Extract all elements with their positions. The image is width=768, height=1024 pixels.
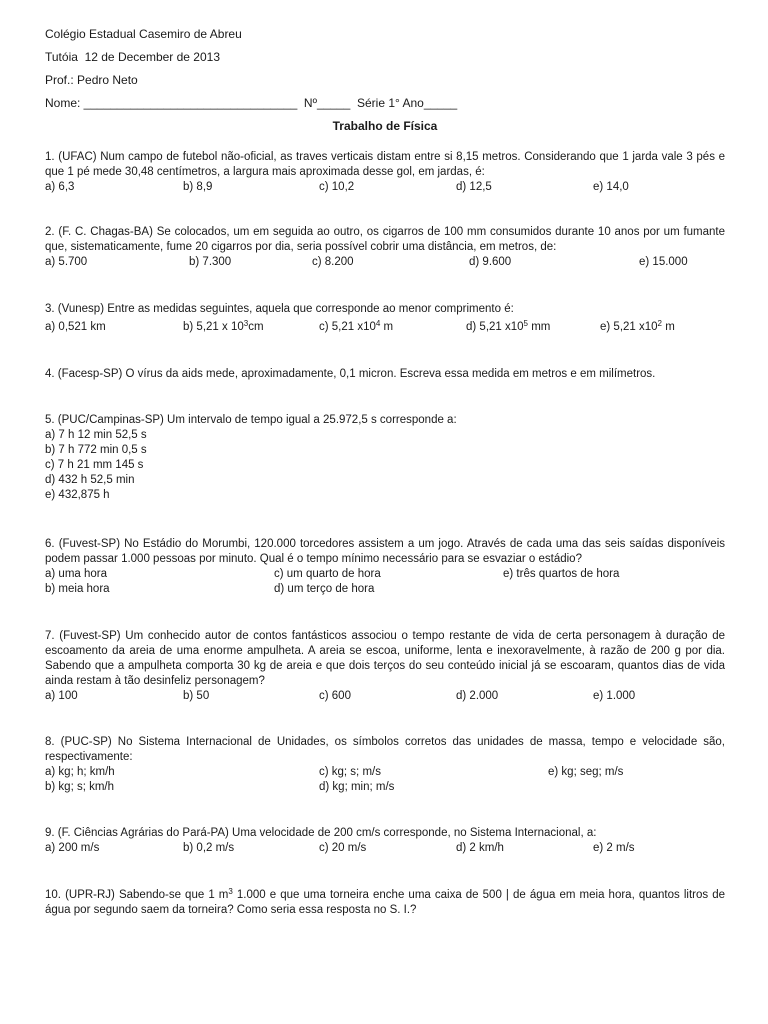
question-2: [45, 225, 725, 270]
q8-option-b: b) kg; s; km/h: [45, 781, 115, 793]
q3-option-c-base: c) 5,21 x10: [319, 321, 376, 333]
q3-option-b: [183, 320, 264, 335]
q1-option-d: d) 12,5: [456, 181, 492, 193]
question-10: [45, 888, 725, 918]
q2-option-a: a) 5.700: [45, 256, 88, 268]
question-8-text: 8. (PUC-SP) No Sistema Internacional de Unidades, os símbolos corretos das unidades de massa, tempo e velocidade são, respectivamente:: [45, 736, 725, 763]
q8-option-a: a) kg; h; km/h: [45, 766, 115, 778]
q10-text-end: 1.000 e que uma torneira enche uma caixa de 500 | de água em meia hora, quantos litros de água por segundo saem da torneira? Como seria essa resposta no S. I.?: [45, 889, 725, 916]
teacher-line: Prof.: Pedro Neto: [45, 73, 138, 87]
q3-option-e-base: e) 5,21 x10: [600, 321, 658, 333]
q6-option-c: c) um quarto de hora: [274, 568, 381, 580]
q5-option-a: a) 7 h 12 min 52,5 s: [45, 429, 147, 441]
q1-option-a: a) 6,3: [45, 181, 75, 193]
q2-option-d: d) 9.600: [469, 256, 512, 268]
q7-option-d: d) 2.000: [456, 690, 499, 702]
question-4-text: 4. (Facesp-SP) O vírus da aids mede, aproximadamente, 0,1 micron. Escreva essa medida em metros e em milímetros.: [45, 368, 656, 380]
question-9-text: 9. (F. Ciências Agrárias do Pará-PA) Uma velocidade de 200 cm/s corresponde, no Sistema Internacional, a:: [45, 827, 597, 839]
q3-option-d-base: d) 5,21 x10: [466, 321, 524, 333]
q7-option-c: c) 600: [319, 690, 351, 702]
q1-option-b: b) 8,9: [183, 181, 213, 193]
q10-text-start: 10. (UPR-RJ) Sabendo-se que 1 m: [45, 889, 229, 901]
q3-option-e-unit: m: [662, 321, 675, 333]
q3-option-a: [45, 320, 106, 335]
q9-option-d: d) 2 km/h: [456, 842, 504, 854]
q9-option-c: c) 20 m/s: [319, 842, 367, 854]
q8-option-e: e) kg; seg; m/s: [548, 766, 624, 778]
school-name: Colégio Estadual Casemiro de Abreu: [45, 27, 242, 41]
q3-option-d-exponent: 5: [523, 319, 528, 328]
q1-option-e: e) 14,0: [593, 181, 629, 193]
q9-option-b: b) 0,2 m/s: [183, 842, 235, 854]
q3-option-b-base: b) 5,21 x 10: [183, 321, 244, 333]
q3-option-b-unit: cm: [248, 321, 264, 333]
student-name-line: Nome: ________________________________ Nº_____ Série 1° Ano_____: [45, 96, 458, 110]
q5-option-c: c) 7 h 21 mm 145 s: [45, 459, 144, 471]
q3-option-e-exponent: 2: [657, 319, 662, 328]
question-2-text: 2. (F. C. Chagas-BA) Se colocados, um em seguida ao outro, os cigarros de 100 mm consumidos durante 10 anos por um fumante que, sistematicamente, fume 20 cigarros por dia, seria possível cobrir uma distância, em metros, de:: [45, 226, 725, 253]
q5-option-d: d) 432 h 52,5 min: [45, 474, 135, 486]
q3-option-c: [319, 320, 393, 335]
question-10-text: [45, 888, 725, 918]
question-5: [45, 413, 725, 503]
q7-option-b: b) 50: [183, 690, 210, 702]
q2-option-b: b) 7.300: [189, 256, 232, 268]
q2-option-c: c) 8.200: [312, 256, 354, 268]
question-5-text: 5. (PUC/Campinas-SP) Um intervalo de tempo igual a 25.972,5 s corresponde a:: [45, 414, 457, 426]
question-3-text: 3. (Vunesp) Entre as medidas seguintes, aquela que corresponde ao menor comprimento é:: [45, 303, 514, 315]
question-1-text: 1. (UFAC) Num campo de futebol não-oficial, as traves verticais distam entre si 8,15 metros. Considerando que 1 jarda vale 3 pés e que 1 pé mede 30,48 centímetros, a largura mais aproximada desse gol, em jardas, é:: [45, 151, 725, 178]
q5-option-e: e) 432,875 h: [45, 489, 110, 501]
question-6-text: 6. (Fuvest-SP) No Estádio do Morumbi, 120.000 torcedores assistem a um jogo. Através de cada uma das seis saídas disponíveis podem passar 1.000 pessoas por minuto. Qual é o tempo mínimo necessário para se esvaziar o estádio?: [45, 538, 725, 565]
q3-option-c-unit: m: [380, 321, 394, 333]
q1-option-c: c) 10,2: [319, 181, 355, 193]
question-9: [45, 826, 725, 856]
q7-option-a: a) 100: [45, 690, 78, 702]
q8-option-c: c) kg; s; m/s: [319, 766, 381, 778]
q3-option-a-text: a) 0,521 km: [45, 321, 106, 333]
q9-option-a: a) 200 m/s: [45, 842, 100, 854]
question-6: [45, 537, 725, 597]
q2-option-e: e) 15.000: [639, 256, 688, 268]
q3-option-d: [466, 320, 550, 335]
q6-option-a: a) uma hora: [45, 568, 108, 580]
q7-option-e: e) 1.000: [593, 690, 636, 702]
page-title: Trabalho de Física: [332, 119, 438, 133]
question-7-text: 7. (Fuvest-SP) Um conhecido autor de contos fantásticos associou o tempo restante de vida de certa personagem à duração de escoamento da areia de uma enorme ampulheta. A areia se escoa, uniforme, lenta e inexoravelmente, à razão de 200 g por dia. Sabendo que a ampulheta comporta 30 kg de areia e que dois terços do seu conteúdo inicial já se escoaram, quantos dias de vida ainda restam à tão desinfeliz personagem?: [45, 630, 725, 687]
q6-option-e: e) três quartos de hora: [503, 568, 620, 580]
question-1: [45, 150, 725, 195]
question-3: [45, 302, 725, 335]
q5-option-b: b) 7 h 772 min 0,5 s: [45, 444, 147, 456]
q3-option-b-exponent: 3: [243, 319, 249, 328]
q3-option-c-exponent: 4: [375, 319, 381, 328]
q6-option-b: b) meia hora: [45, 583, 110, 595]
date-line: Tutóia 12 de December de 2013: [45, 50, 221, 64]
q9-option-e: e) 2 m/s: [593, 842, 635, 854]
q10-cubic-exponent: 3: [228, 887, 233, 896]
q6-option-d: d) um terço de hora: [274, 583, 375, 595]
question-8: [45, 735, 725, 795]
q8-option-d: d) kg; min; m/s: [319, 781, 395, 793]
q3-option-d-unit: mm: [528, 321, 551, 333]
question-7: [45, 629, 725, 704]
question-4: [45, 367, 725, 382]
q3-option-e: [600, 320, 675, 335]
